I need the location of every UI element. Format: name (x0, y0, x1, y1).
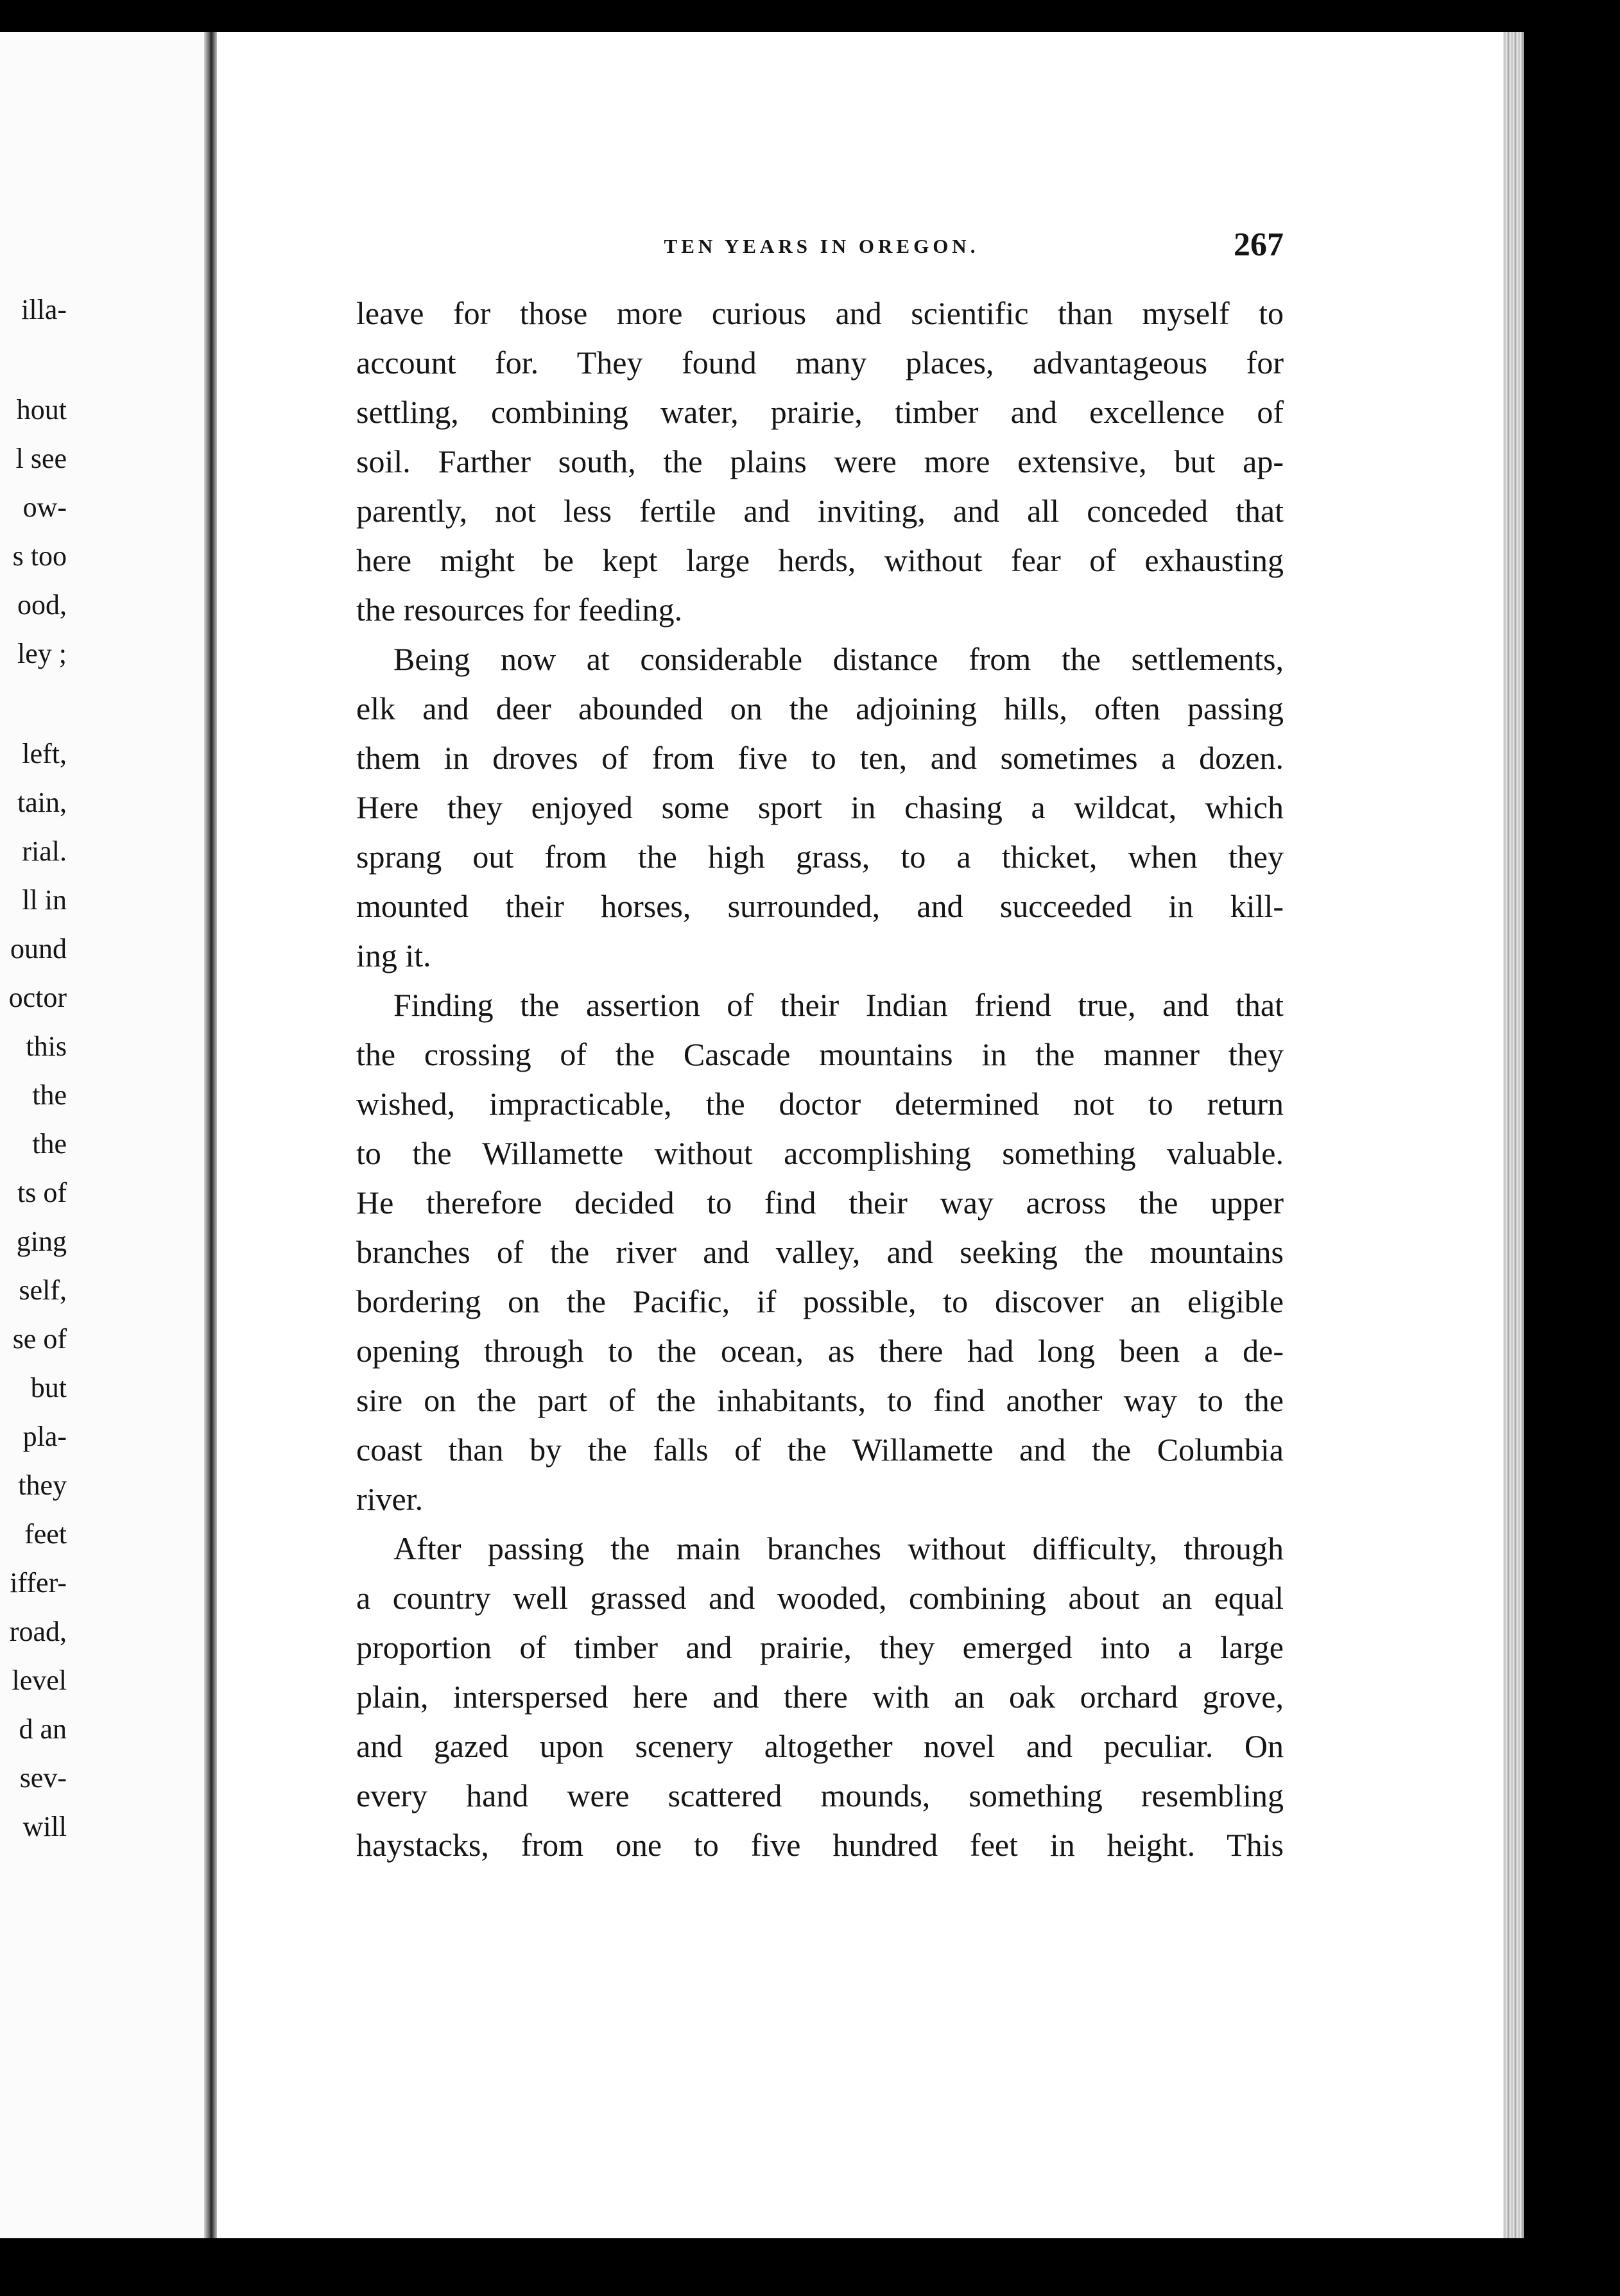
text-line: sire on the part of the inhabitants, to find another way to the (356, 1382, 1284, 1418)
text-line: settling, combining water, prairie, timber and excellence of (356, 394, 1284, 430)
running-head: TEN YEARS IN OREGON. (664, 235, 979, 257)
facing-page-fragment: sev- (19, 1762, 67, 1794)
facing-page-fragment: the (32, 1079, 67, 1111)
text-line: and gazed upon scenery altogether novel and peculiar. On (356, 1728, 1284, 1764)
facing-page-fragment: hout (16, 394, 67, 425)
text-line: account for. They found many places, advantageous for (356, 345, 1284, 381)
text-line: them in droves of from five to ten, and sometimes a dozen. (356, 740, 1284, 776)
text-line: bordering on the Pacific, if possible, to discover an eligible (356, 1283, 1284, 1319)
text-line: to the Willamette without accomplishing something valuable. (356, 1135, 1284, 1171)
facing-page-fragment: ging (16, 1226, 67, 1257)
text-line: branches of the river and valley, and seeking the mountains (356, 1234, 1284, 1270)
facing-page-fragment: d an (19, 1713, 67, 1745)
text-line: the crossing of the Cascade mountains in the manner they (356, 1036, 1284, 1072)
facing-page-fragment: ley ; (17, 638, 67, 669)
facing-page-fragment: pla- (22, 1421, 67, 1452)
facing-page-fragment: left, (22, 738, 67, 769)
body-text (356, 289, 1284, 1870)
text-line: After passing the main branches without difficulty, through (393, 1530, 1284, 1566)
facing-page-fragment: level (12, 1665, 67, 1696)
facing-page-fragment: se of (12, 1323, 67, 1355)
facing-page-fragment: the (32, 1128, 67, 1160)
text-line: the resources for feeding. (356, 592, 683, 628)
facing-page-fragment: will (22, 1811, 67, 1842)
text-line: here might be kept large herds, without fear of exhausting (356, 542, 1284, 578)
scan-border-right (1524, 0, 1620, 2296)
facing-page-left (0, 32, 204, 2238)
scan-border-top (0, 0, 1620, 32)
page-number: 267 (1234, 227, 1284, 263)
scan-border-bottom (0, 2238, 1620, 2296)
facing-page-fragment: ound (10, 933, 67, 964)
facing-page-fragment: feet (24, 1518, 67, 1550)
text-line: soil. Farther south, the plains were more extensive, but ap- (356, 443, 1284, 479)
text-line: opening through to the ocean, as there had long been a de- (356, 1333, 1284, 1369)
text-line: sprang out from the high grass, to a thicket, when they (356, 839, 1284, 875)
facing-page-fragment: octor (8, 982, 67, 1013)
text-line: leave for those more curious and scientific than myself to (356, 295, 1284, 331)
facing-page-fragment: rial. (22, 835, 67, 867)
text-line: He therefore decided to find their way across the upper (356, 1185, 1284, 1221)
facing-page-fragment: l see (15, 443, 67, 474)
facing-page-fragment: illa- (21, 294, 67, 325)
facing-page-fragment: self, (19, 1274, 67, 1306)
text-line: ing it. (356, 938, 431, 973)
facing-page-fragment: ll in (22, 884, 67, 916)
text-line: parently, not less fertile and inviting, and all conceded that (356, 493, 1284, 529)
text-line: Here they enjoyed some sport in chasing a wildcat, which (356, 789, 1284, 825)
text-line: Finding the assertion of their Indian friend true, and that (393, 987, 1284, 1023)
text-line: coast than by the falls of the Willamette and the Columbia (356, 1432, 1284, 1468)
text-line: plain, interspersed here and there with an oak orchard grove, (356, 1679, 1284, 1715)
text-line: wished, impracticable, the doctor determined not to return (356, 1086, 1284, 1122)
book-gutter (204, 32, 217, 2238)
facing-page-fragment: ts of (17, 1177, 67, 1208)
text-line: haystacks, from one to five hundred feet in height. This (356, 1827, 1284, 1863)
facing-page-fragment: they (18, 1469, 67, 1501)
text-line: mounted their horses, surrounded, and succeeded in kill- (356, 888, 1284, 924)
facing-page-fragment: this (26, 1031, 67, 1062)
page-edge-stack (1503, 32, 1524, 2238)
facing-page-fragment: ow- (22, 492, 67, 523)
facing-page-fragment: road, (9, 1616, 67, 1647)
facing-page-fragment: but (30, 1372, 67, 1403)
facing-page-fragment: s too (12, 540, 67, 572)
facing-page-fragment: ood, (17, 589, 67, 621)
text-line: a country well grassed and wooded, combining about an equal (356, 1580, 1284, 1616)
text-line: river. (356, 1481, 424, 1517)
text-line: elk and deer abounded on the adjoining hills, often passing (356, 690, 1284, 726)
facing-page-fragment: tain, (17, 787, 67, 818)
text-line: every hand were scattered mounds, something resembling (356, 1778, 1284, 1813)
text-line: Being now at considerable distance from the settlements, (393, 641, 1284, 677)
facing-page-fragment: iffer- (10, 1567, 67, 1598)
text-line: proportion of timber and prairie, they emerged into a large (356, 1629, 1284, 1665)
